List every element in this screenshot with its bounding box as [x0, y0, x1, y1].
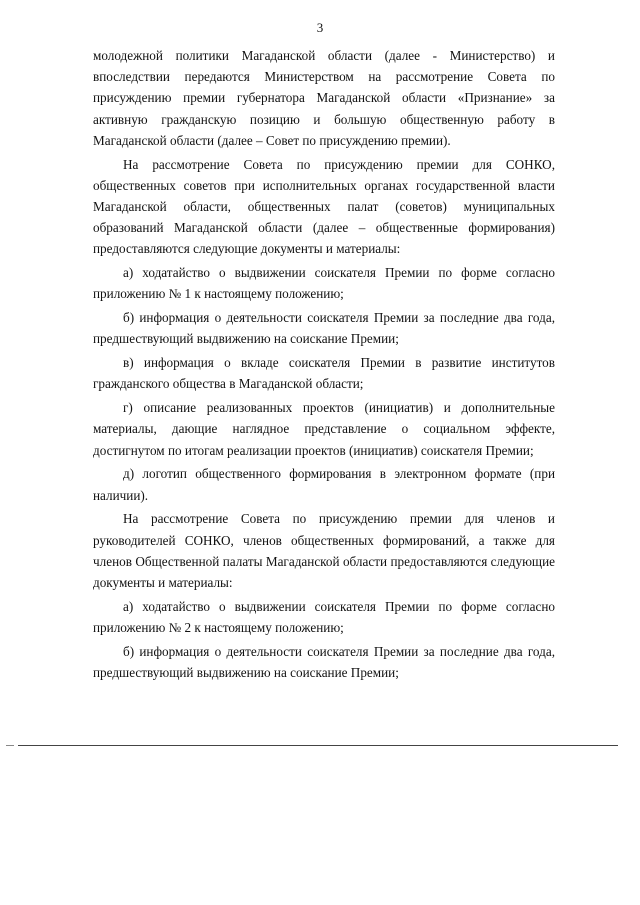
list-item-b-members: б) информация о деятельности соискателя Премии за последние два года, предшествующий выдвижению на соискание Премии; [93, 643, 555, 681]
list-item-a: а) ходатайство о выдвижении соискателя Премии по форме согласно приложению № 1 к настоящему положению; [93, 265, 555, 302]
list-item-v: в) информация о вкладе соискателя Премии в развитие институтов гражданского общества в Магаданской области; [93, 355, 555, 392]
document-body [93, 45, 555, 686]
list-item-g: г) описание реализованных проектов (инициатив) и дополнительные материалы, дающие наглядное представление о социальном эффекте, достигнутом по итогам реализации проектов (инициатив) соискателя Премии; [93, 400, 555, 458]
page-number: 3 [316, 20, 324, 35]
list-item-b: б) информация о деятельности соискателя Премии за последние два года, предшествующий выдвижению на соискание Премии; [93, 310, 555, 347]
list-item-d: д) логотип общественного формирования в электронном формате (при наличии). [93, 466, 555, 503]
paragraph-continuation: молодежной политики Магаданской области (далее - Министерство) и впоследствии передаются Министерством на рассмотрение Совета по присуждению премии губернатора Магаданской области «Признание» за активную гражданскую позицию и большую общественную работу в Магаданской области (далее – Совет по присуждению премии). [93, 48, 555, 148]
paragraph-members-documents-intro: На рассмотрение Совета по присуждению премии для членов и руководителей СОНКО, членов общественных формирований, а также для членов Общественной палаты Магаданской области предоставляются следующие документы и материалы: [93, 511, 555, 591]
paragraph-sonko-documents-intro: На рассмотрение Совета по присуждению премии для СОНКО, общественных советов при исполнительных органах государственной власти Магаданской области, общественных палат (советов) муниципальных образований Магаданской области (далее – общественные формирования) предоставляются следующие документы и материалы: [93, 156, 555, 257]
footer-divider-fragment [6, 745, 14, 746]
footer-divider [18, 745, 618, 746]
list-item-a-members: а) ходатайство о выдвижении соискателя Премии по форме согласно приложению № 2 к настоящему положению; [93, 598, 555, 636]
